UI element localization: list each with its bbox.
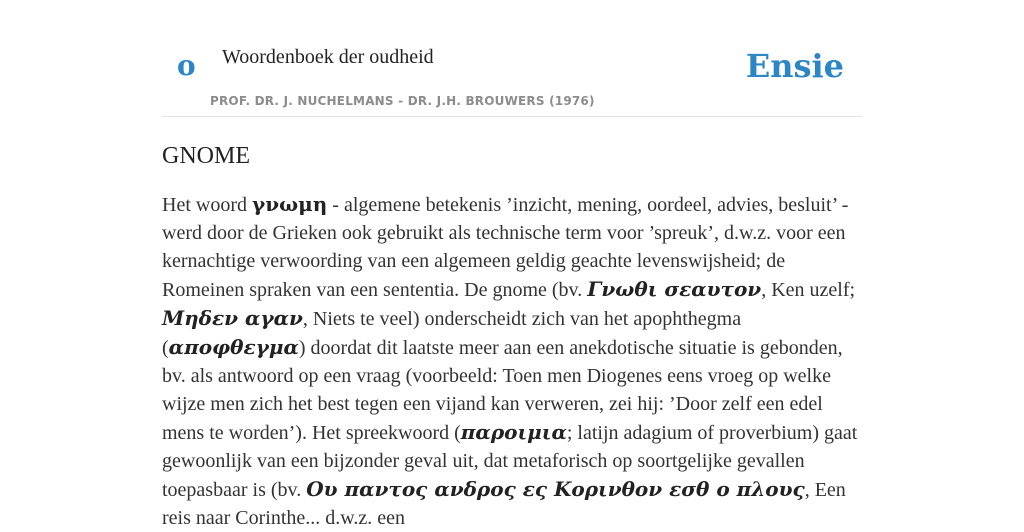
- ensie-logo-link[interactable]: Ensie: [745, 47, 844, 85]
- entry-text: Het woord: [162, 194, 252, 216]
- page: [162, 0, 862, 532]
- entry-text: , Ken uzelf;: [761, 279, 856, 301]
- entry-text: ; latijn adagium of proverbium) gaat gewoonlijk van een bijzonder geval uit, dat metaforisch op soortgelijke gevallen toepasbaar is (bv.: [162, 422, 858, 501]
- entry-text: , Niets te veel) onderscheidt zich van het apophthegma (: [162, 308, 742, 359]
- greek-term: Μηδεν αγαν: [162, 306, 303, 330]
- entry-text: ) doordat dit laatste meer aan een anekdotische situatie is gebonden, bv. als antwoord op een vraag (voorbeeld: Toen men Diogenes eens vroeg op welke wijze men zich het best tegen een vijand kan verweren, zei hij: ’Door zelf een edel mens te worden’). Het spreekwoord (: [162, 337, 843, 444]
- entry-body: [162, 190, 862, 532]
- letter-index-link[interactable]: o: [177, 49, 196, 82]
- entry-text: - algemene betekenis ’inzicht, mening, oordeel, advies, besluit’ - werd door de Grieken ook gebruikt als technische term voor ’spreuk’, d.w.z. voor een kernachtige verwoording van een algemeen geldig geachte levenswijsheid; de Romeinen spraken van een sententia. De gnome (bv.: [162, 194, 849, 301]
- greek-term: γνωμη: [251, 192, 328, 216]
- book-title[interactable]: Woordenboek der oudheid: [222, 46, 434, 68]
- entry-title: GNOME: [162, 143, 250, 169]
- greek-term: Ου παντος ανδρος ες Κορινθον εσθ ο πλους: [306, 477, 805, 501]
- greek-term: παροιμια: [460, 420, 567, 444]
- dictionary-header: [162, 0, 862, 117]
- greek-term: αποφθεγμα: [168, 335, 299, 359]
- book-authors: PROF. DR. J. NUCHELMANS - DR. J.H. BROUWERS (1976): [210, 94, 595, 108]
- greek-term: Γνωθι σεαυτον: [587, 277, 762, 301]
- entry-text: , Een reis naar Corinthe... d.w.z. een: [162, 479, 846, 529]
